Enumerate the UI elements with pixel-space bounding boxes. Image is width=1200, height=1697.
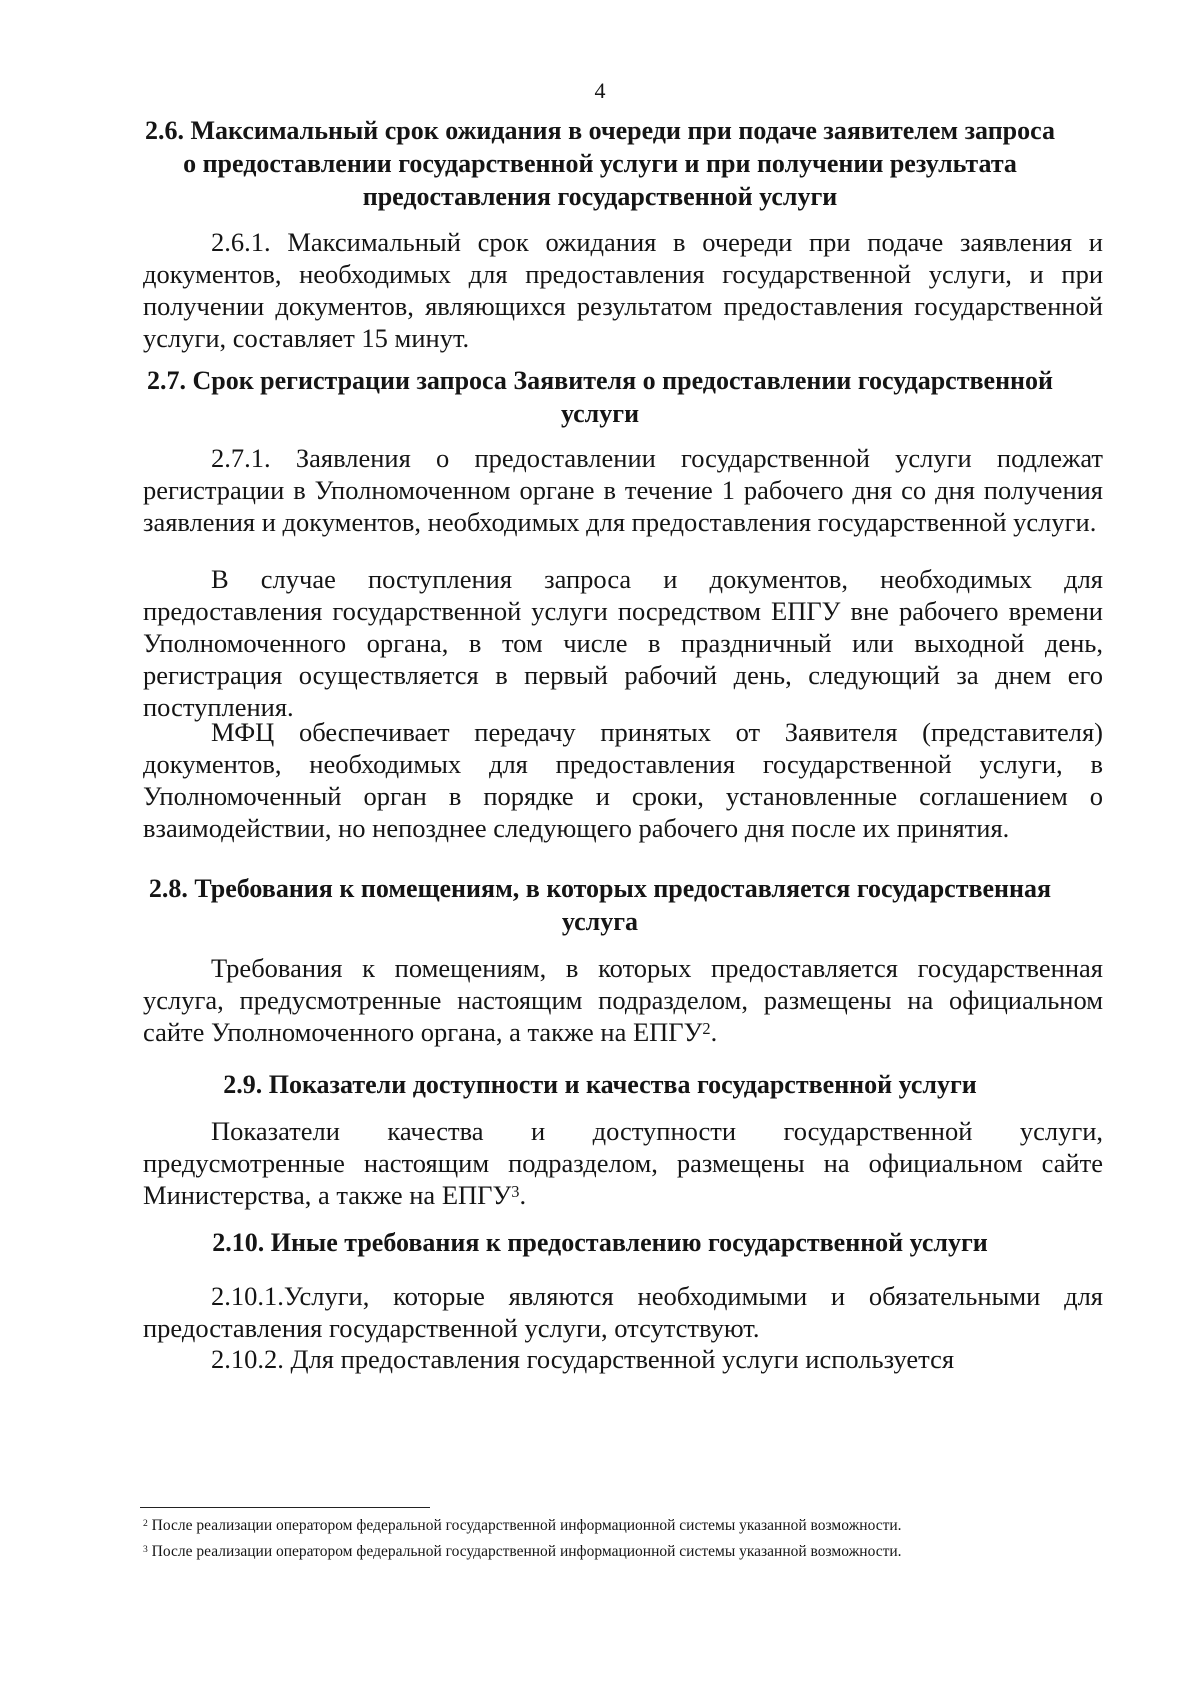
section-2-6-heading: 2.6. Максимальный срок ожидания в очереди при подаче заявителем запроса о предоставлении государственной услуги и при получении результата предоставления государственной услуги: [144, 116, 1055, 211]
footnote-2: [143, 1514, 1093, 1538]
footnote-separator: [140, 1507, 430, 1508]
footnote-3: [143, 1540, 1093, 1564]
section-2-10-paragraph-2: 2.10.2. Для предоставления государственной услуги используется: [211, 1344, 955, 1374]
footnote-2-text: После реализации оператором федеральной государственной информационной системы указанной возможности.: [147, 1517, 902, 1534]
footnote-ref-3: 3: [511, 1181, 520, 1201]
section-2-10-heading: 2.10. Иные требования к предоставлению государственной услуги: [212, 1228, 988, 1257]
section-2-8-paragraph-text: Требования к помещениям, в которых предоставляется государственная услуга, предусмотренные настоящим подразделом, размещены на официальном сайте Уполномоченного органа, а также на ЕПГУ: [143, 953, 1103, 1047]
footnote-ref-2: 2: [702, 1018, 711, 1038]
section-2-7-paragraph-3: МФЦ обеспечивает передачу принятых от Заявителя (представителя) документов, необходимых для предоставления государственной услуги, в Уполномоченный орган в порядке и сроки, установленные соглашением о взаимодействии, но непозднее следующего рабочего дня после их принятия.: [143, 717, 1103, 843]
section-2-8-paragraph-1: [143, 952, 1103, 1048]
section-2-9-paragraph-1: [143, 1115, 1103, 1211]
section-2-8-paragraph-end: .: [710, 1017, 718, 1047]
section-2-10-paragraph-1: 2.10.1.Услуги, которые являются необходимыми и обязательными для предоставления государственной услуги, отсутствуют.: [143, 1281, 1103, 1343]
section-2-7-paragraph-2: В случае поступления запроса и документов, необходимых для предоставления государственной услуги посредством ЕПГУ вне рабочего времени Уполномоченного органа, в том числе в праздничный или выходной день, регистрация осуществляется в первый рабочий день, следующий за днем его поступления.: [143, 564, 1103, 722]
section-2-6-paragraph-1: 2.6.1. Максимальный срок ожидания в очереди при подаче заявления и документов, необходимых для предоставления государственной услуги, и при получении документов, являющихся результатом предоставления государственной услуги, составляет 15 минут.: [143, 227, 1103, 353]
section-2-9-paragraph-end: .: [519, 1180, 527, 1210]
footnote-3-text: После реализации оператором федеральной государственной информационной системы указанной возможности.: [147, 1543, 902, 1560]
section-2-7-heading: 2.7. Срок регистрации запроса Заявителя о предоставлении государственной услуги: [146, 366, 1054, 428]
footnote-mark-3: 3: [143, 1543, 148, 1555]
footnote-mark-2: 2: [143, 1517, 148, 1529]
section-2-9-heading: 2.9. Показатели доступности и качества государственной услуги: [223, 1070, 977, 1099]
page-number: 4: [594, 78, 606, 103]
section-2-8-heading: 2.8. Требования к помещениям, в которых предоставляется государственная услуга: [148, 874, 1052, 936]
section-2-7-paragraph-1: 2.7.1. Заявления о предоставлении государственной услуги подлежат регистрации в Уполномоченном органе в течение 1 рабочего дня со дня получения заявления и документов, необходимых для предоставления государственной услуги.: [143, 443, 1103, 537]
section-2-9-paragraph-text: Показатели качества и доступности государственной услуги, предусмотренные настоящим подразделом, размещены на официальном сайте Министерства, а также на ЕПГУ: [143, 1116, 1103, 1210]
